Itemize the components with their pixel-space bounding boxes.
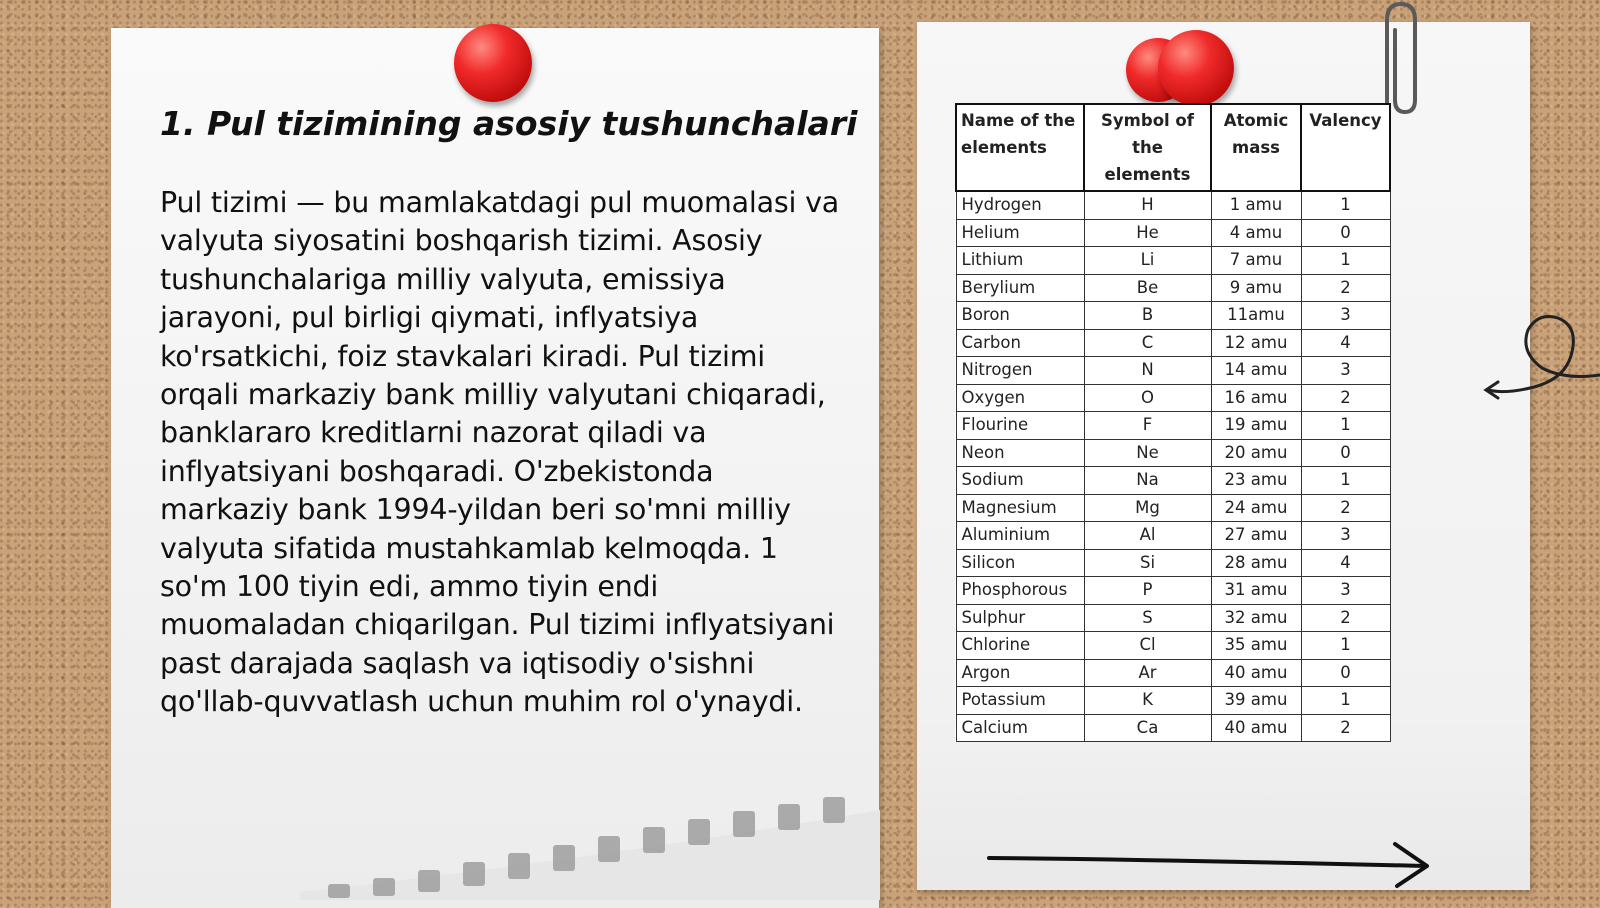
table-row [956, 191, 1390, 219]
cell-mass: 40 amu [1211, 714, 1301, 742]
note-title: 1. Pul tizimining asosiy tushunchalari [160, 104, 858, 143]
cell-valency: 1 [1301, 632, 1390, 660]
cell-valency: 2 [1301, 714, 1390, 742]
cell-name: Lithium [956, 247, 1084, 275]
table-row [956, 687, 1390, 715]
cell-mass: 39 amu [1211, 687, 1301, 715]
cell-mass: 4 amu [1211, 219, 1301, 247]
cell-name: Oxygen [956, 384, 1084, 412]
cell-symbol: Mg [1084, 494, 1211, 522]
cell-mass: 1 amu [1211, 191, 1301, 219]
cell-symbol: N [1084, 357, 1211, 385]
cell-mass: 19 amu [1211, 412, 1301, 440]
curly-arrow-icon [1480, 310, 1600, 410]
cell-mass: 7 amu [1211, 247, 1301, 275]
cell-name: Chlorine [956, 632, 1084, 660]
cell-symbol: He [1084, 219, 1211, 247]
cell-mass: 35 amu [1211, 632, 1301, 660]
cell-valency: 1 [1301, 467, 1390, 495]
cell-symbol: Li [1084, 247, 1211, 275]
cell-valency: 1 [1301, 191, 1390, 219]
cell-mass: 23 amu [1211, 467, 1301, 495]
table-row [956, 714, 1390, 742]
cell-symbol: Si [1084, 549, 1211, 577]
cell-name: Boron [956, 302, 1084, 330]
table-row [956, 439, 1390, 467]
cell-symbol: P [1084, 577, 1211, 605]
cell-symbol: Ne [1084, 439, 1211, 467]
header-symbol: Symbol of the elements [1084, 104, 1211, 191]
cell-name: Calcium [956, 714, 1084, 742]
cell-name: Carbon [956, 329, 1084, 357]
header-name: Name of the elements [956, 104, 1084, 191]
cell-valency: 4 [1301, 549, 1390, 577]
cell-symbol: K [1084, 687, 1211, 715]
cell-valency: 3 [1301, 357, 1390, 385]
cell-symbol: Cl [1084, 632, 1211, 660]
cell-valency: 3 [1301, 577, 1390, 605]
cell-name: Flourine [956, 412, 1084, 440]
table-row [956, 329, 1390, 357]
cell-valency: 4 [1301, 329, 1390, 357]
cell-name: Hydrogen [956, 191, 1084, 219]
cell-name: Potassium [956, 687, 1084, 715]
table-row [956, 247, 1390, 275]
note-body-text: Pul tizimi — bu mamlakatdagi pul muomalasi va valyuta siyosatini boshqarish tizimi. Asosiy tushunchalariga milliy valyuta, emissiya jarayoni, pul birligi qiymati, inflyatsiya ko'rsatkichi, foiz stavkalari kiradi. Pul tizimi orqali markaziy bank milliy valyutani chiqaradi, banklararo kreditlarni nazorat qiladi va inflyatsiyani boshqaradi. O'zbekistonda markaziy bank 1994-yildan beri so'mni milliy valyuta sifatida mustahkamlab kelmoqda. 1 so'm 100 tiyin edi, ammo tiyin endi muomaladan chiqarilgan. Pul tizimi inflyatsiyani past darajada saqlash va iqtisodiy o'sishni qo'llab-quvvatlash uchun muhim rol o'ynaydi. [160, 186, 840, 719]
table-row [956, 522, 1390, 550]
cell-symbol: S [1084, 604, 1211, 632]
header-valency: Valency [1301, 104, 1390, 191]
cell-name: Phosphorous [956, 577, 1084, 605]
cell-valency: 2 [1301, 494, 1390, 522]
cell-valency: 0 [1301, 659, 1390, 687]
table-row [956, 577, 1390, 605]
torn-notebook-edge [300, 800, 880, 900]
cell-mass: 12 amu [1211, 329, 1301, 357]
cell-valency: 3 [1301, 302, 1390, 330]
push-pin-icon [454, 24, 532, 102]
table-header-row [956, 104, 1390, 191]
cell-mass: 40 amu [1211, 659, 1301, 687]
cell-valency: 3 [1301, 522, 1390, 550]
cell-symbol: Al [1084, 522, 1211, 550]
cell-symbol: Be [1084, 274, 1211, 302]
cell-valency: 1 [1301, 247, 1390, 275]
cell-mass: 20 amu [1211, 439, 1301, 467]
cell-symbol: C [1084, 329, 1211, 357]
cell-name: Argon [956, 659, 1084, 687]
arrow-right-icon [985, 838, 1445, 888]
cell-name: Helium [956, 219, 1084, 247]
cell-valency: 2 [1301, 604, 1390, 632]
cell-name: Silicon [956, 549, 1084, 577]
cell-valency: 1 [1301, 412, 1390, 440]
cell-symbol: B [1084, 302, 1211, 330]
cell-symbol: O [1084, 384, 1211, 412]
cell-symbol: Ar [1084, 659, 1211, 687]
cell-symbol: H [1084, 191, 1211, 219]
table-row [956, 219, 1390, 247]
cell-mass: 27 amu [1211, 522, 1301, 550]
cell-name: Sodium [956, 467, 1084, 495]
cell-name: Aluminium [956, 522, 1084, 550]
cell-mass: 24 amu [1211, 494, 1301, 522]
cell-name: Neon [956, 439, 1084, 467]
table-row [956, 467, 1390, 495]
header-mass: Atomic mass [1211, 104, 1301, 191]
table-row [956, 632, 1390, 660]
cell-mass: 32 amu [1211, 604, 1301, 632]
elements-table [955, 103, 1391, 742]
cell-name: Nitrogen [956, 357, 1084, 385]
table-row [956, 302, 1390, 330]
table-row [956, 357, 1390, 385]
cell-mass: 9 amu [1211, 274, 1301, 302]
cell-name: Berylium [956, 274, 1084, 302]
table-row [956, 604, 1390, 632]
cell-symbol: Na [1084, 467, 1211, 495]
cell-valency: 1 [1301, 687, 1390, 715]
cell-valency: 2 [1301, 274, 1390, 302]
cell-symbol: F [1084, 412, 1211, 440]
cell-valency: 0 [1301, 219, 1390, 247]
cell-mass: 16 amu [1211, 384, 1301, 412]
table-row [956, 412, 1390, 440]
push-pin-icon [1158, 30, 1234, 106]
cell-valency: 2 [1301, 384, 1390, 412]
table-row [956, 549, 1390, 577]
table-row [956, 274, 1390, 302]
cell-name: Magnesium [956, 494, 1084, 522]
cell-mass: 11amu [1211, 302, 1301, 330]
cell-mass: 31 amu [1211, 577, 1301, 605]
cell-mass: 28 amu [1211, 549, 1301, 577]
cell-symbol: Ca [1084, 714, 1211, 742]
table-row [956, 494, 1390, 522]
cell-mass: 14 amu [1211, 357, 1301, 385]
cell-name: Sulphur [956, 604, 1084, 632]
cell-valency: 0 [1301, 439, 1390, 467]
table-row [956, 659, 1390, 687]
table-row [956, 384, 1390, 412]
